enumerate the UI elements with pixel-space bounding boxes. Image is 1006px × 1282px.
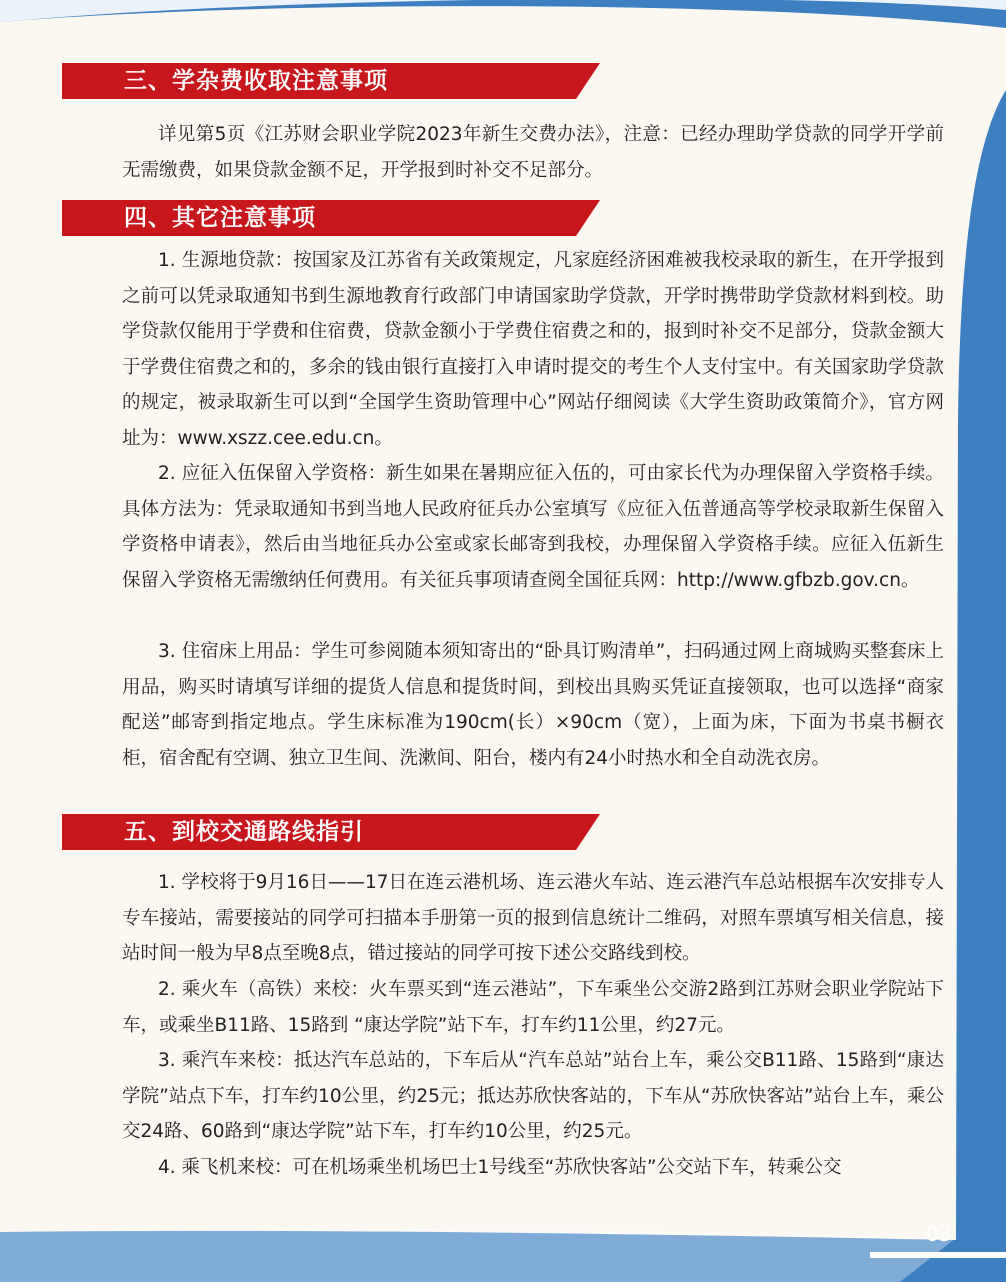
page-number-underline bbox=[870, 1252, 1006, 1258]
page-number: 03 bbox=[926, 1222, 952, 1246]
paragraph: 3. 住宿床上用品：学生可参阅随本须知寄出的“卧具订购清单”，扫码通过网上商城购买整套床上用品，购买时请填写详细的提货人信息和提货时间，到校出具购买凭证直接领取，也可以选择“商家配送”邮寄到指定地点。学生床标准为190cm(长）×90cm（宽），上面为床，下面为书桌书橱衣柜，宿舍配有空调、独立卫生间、洗漱间、阳台，楼内有24小时热水和全自动洗衣房。 bbox=[122, 641, 944, 769]
paragraph: 2. 应征入伍保留入学资格：新生如果在暑期应征入伍的，可由家长代为办理保留入学资格手续。具体方法为：凭录取通知书到当地人民政府征兵办公室填写《应征入伍普通高等学校录取新生保留入学资格申请表》，然后由当地征兵办公室或家长邮寄到我校，办理保留入学资格手续。应征入伍新生保留入学资格无需缴纳任何费用。有关征兵事项请查阅全国征兵网：http://www.gfbzb.gov.cn。 bbox=[122, 463, 944, 591]
paragraph: 1. 生源地贷款：按国家及江苏省有关政策规定，凡家庭经济困难被我校录取的新生，在开学报到之前可以凭录取通知书到生源地教育行政部门申请国家助学贷款，开学时携带助学贷款材料到校。助学贷款仅能用于学费和住宿费，贷款金额小于学费住宿费之和的，报到时补交不足部分，贷款金额大于学费住宿费之和的，多余的钱由银行直接打入申请时提交的考生个人支付宝中。有关国家助学贷款的规定，被录取新生可以到“全国学生资助管理中心”网站仔细阅读《大学生资助政策简介》，官方网址为：www.xszz.cee.edu.cn。 bbox=[122, 250, 944, 449]
paragraph: 详见第5页《江苏财会职业学院2023年新生交费办法》，注意：已经办理助学贷款的同学开学前无需缴费，如果贷款金额不足，开学报到时补交不足部分。 bbox=[122, 124, 944, 181]
paragraph: 2. 乘火车（高铁）来校：火车票买到“连云港站”，下车乘坐公交游2路到江苏财会职业学院站下车，或乘坐B11路、15路到 “康达学院”站下车，打车约11公里，约27元。 bbox=[122, 979, 944, 1036]
section-header-fees bbox=[62, 63, 600, 99]
section-title: 五、到校交通路线指引 bbox=[124, 819, 364, 845]
section-header-other bbox=[62, 200, 600, 236]
section-title: 四、其它注意事项 bbox=[124, 205, 316, 231]
section-title: 三、学杂费收取注意事项 bbox=[124, 68, 388, 94]
section-header-transport bbox=[62, 814, 600, 850]
paragraph: 1. 学校将于9月16日——17日在连云港机场、连云港火车站、连云港汽车总站根据车次安排专人专车接站，需要接站的同学可扫描本手册第一页的报到信息统计二维码，对照车票填写相关信息，接站时间一般为早8点至晚8点，错过接站的同学可按下述公交路线到校。 bbox=[122, 872, 944, 964]
paragraph: 3. 乘汽车来校：抵达汽车总站的，下车后从“汽车总站”站台上车，乘公交B11路、15路到“康达学院”站点下车，打车约10公里，约25元；抵达苏欣快客站的，下车从“苏欣快客站”站台上车，乘公交24路、60路到“康达学院”站下车，打车约10公里，约25元。 bbox=[122, 1050, 944, 1142]
paragraph: 4. 乘飞机来校：可在机场乘坐机场巴士1号线至“苏欣快客站”公交站下车，转乘公交 bbox=[158, 1157, 842, 1178]
